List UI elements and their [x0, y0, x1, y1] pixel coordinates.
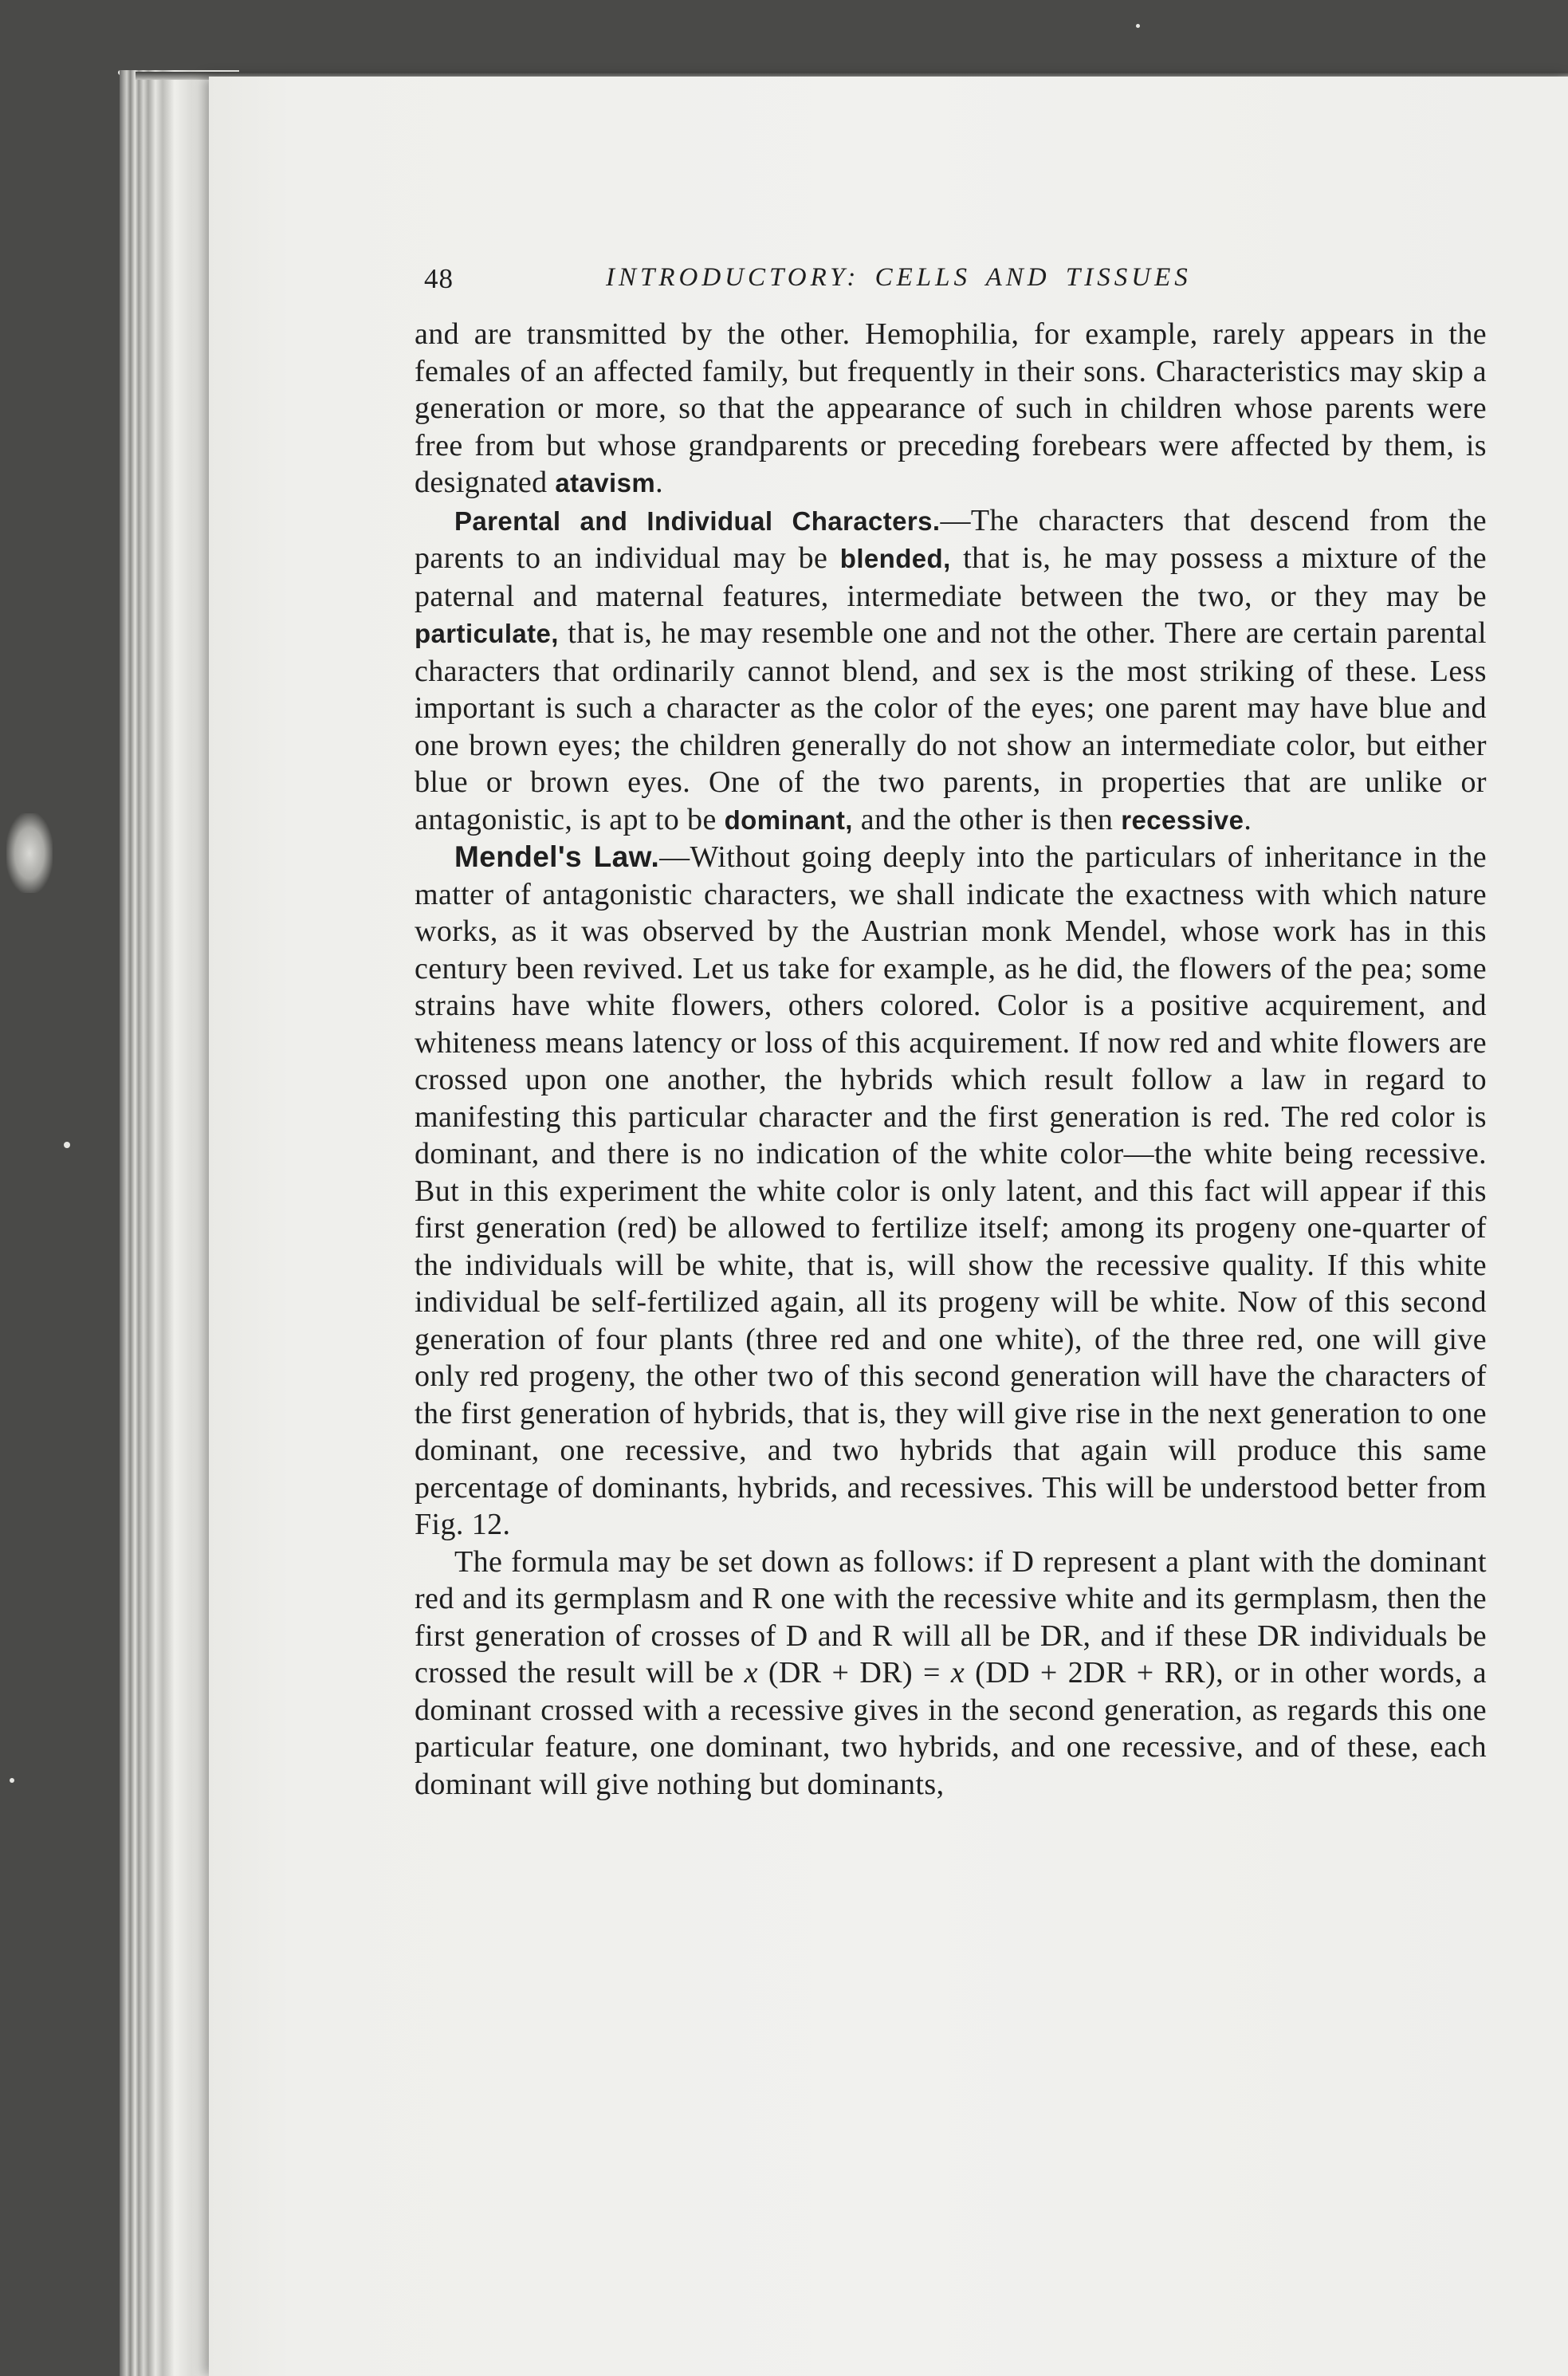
- paragraph-text: and the other is then: [852, 802, 1122, 836]
- paragraph-text: (DD + 2DR + RR), or in other words, a dominant crossed with a recessive gives in the second generation, as regards this one particular feature, one dominant, two hybrids, and one recessive, and of these, each dominant will give nothing but dominants,: [415, 1656, 1487, 1801]
- scan-artifact: [6, 813, 53, 893]
- page-number: 48: [424, 263, 454, 294]
- running-title: INTRODUCTORY: CELLS AND TISSUES: [606, 263, 1192, 292]
- paragraph-text: and are transmitted by the other. Hemophilia, for example, rarely appears in the females of an affected family, but frequently in their sons. Characteristics may skip a generation or more, so that the appearance of such in children whose parents were free from but whose grandparents or preceding forebears were affected by them, is designated: [415, 317, 1487, 499]
- running-head: [415, 254, 1487, 301]
- term-dominant: dominant,: [724, 804, 853, 835]
- term-recessive: recessive: [1121, 804, 1244, 835]
- formula-text: (DR + DR) =: [757, 1656, 951, 1690]
- section-heading-parental: Parental and Individual Characters.: [454, 505, 941, 536]
- formula-variable: x: [950, 1656, 965, 1690]
- paragraph-formula: [415, 1544, 1487, 1804]
- term-particulate: particulate,: [415, 619, 559, 648]
- term-atavism: atavism: [555, 468, 656, 498]
- formula-variable: x: [744, 1656, 758, 1690]
- paragraph-mendels-law: [415, 839, 1487, 1544]
- page-text-block: [415, 254, 1487, 1803]
- scan-speck: [1136, 24, 1140, 28]
- paragraph-atavism: [415, 316, 1487, 502]
- paragraph-text: that is, he may resemble one and not the other. There are certain parental characters that ordinarily cannot blend, and sex is the most striking of these. Less important is such a character as the color of the eyes; one parent may have blue and one brown eyes; the children generally do not show an intermediate color, but either blue or brown eyes. One of the two parents, in properties that are unlike or antagonistic, is apt to be: [415, 616, 1487, 836]
- paragraph-parental-characters: [415, 502, 1487, 840]
- scan-speck: [64, 1142, 70, 1148]
- scan-speck: [10, 1778, 14, 1783]
- section-heading-mendel: Mendel's Law.: [454, 840, 660, 873]
- paragraph-text: —Without going deeply into the particulars of inheritance in the matter of antagonistic characters, we shall indicate the exactness with which nature works, as it was observed by the Austrian monk Mendel, whose work has in this century been revived. Let us take for example, as he did, the flowers of the pea; some strains have white flowers, others colored. Color is a positive acquirement, and whiteness means latency or loss of this acquirement. If now red and white flowers are crossed upon one another, the hybrids which result follow a law in regard to manifesting this particular character and the first generation is red. The red color is dominant, and there is no indication of the white color—the white being recessive. But in this experiment the white color is only latent, and this fact will appear if this first generation (red) be allowed to fertilize itself; among its progeny one-quarter of the individuals will be white, that is, will show the recessive quality. If this white individual be self-fertilized again, all its progeny will be white. Now of this second generation of four plants (three red and one white), of the three red, one will give only red progeny, the other two of this second generation will have the characters of the first generation of hybrids, that is, they will give rise in the next generation to one dominant, one recessive, and two hybrids that again will produce this same percentage of dominants, hybrids, and recessives. This will be understood better from Fig. 12.: [415, 840, 1487, 1541]
- paragraph-text: The formula may be set down as follows: if D represent a plant with the dominant red and its germplasm and R one with the recessive white and its germplasm, then the first generation of crosses of D and R will all be DR, and if these DR individuals be crossed the result will be: [415, 1544, 1487, 1690]
- paragraph-text: that is, he may possess a mixture of the paternal and maternal features, intermediate between the two, or they may be: [415, 541, 1487, 613]
- term-blended: blended,: [839, 544, 951, 573]
- punctuation: .: [655, 466, 664, 499]
- paragraph-text: —The characters that descend from the parents to an individual may be: [415, 503, 1487, 575]
- punctuation: .: [1244, 802, 1252, 836]
